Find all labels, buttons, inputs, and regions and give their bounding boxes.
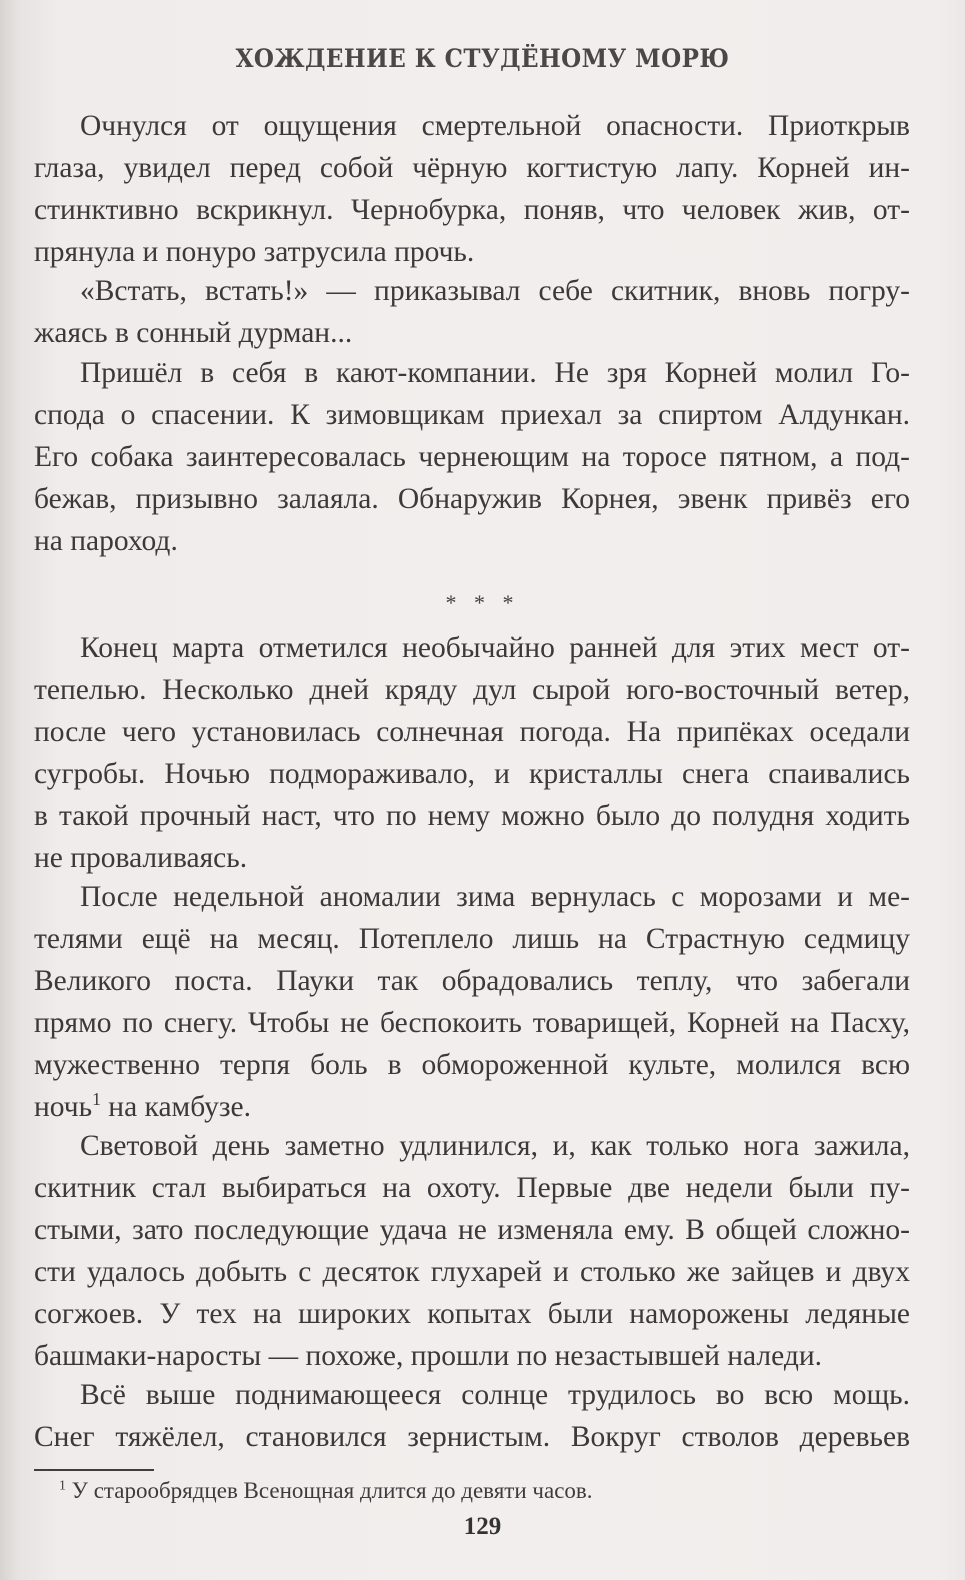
text-line: стинктивно вскрикнул. Чернобурка, поняв, что человек жив, от- xyxy=(34,194,910,226)
section-separator: * * * xyxy=(445,590,520,615)
text-line: сти удалось добыть с десяток глухарей и столько же зайцев и двух xyxy=(34,1256,910,1288)
text-line: Всё выше поднимающееся солнце трудилось во всю мощь. xyxy=(80,1379,910,1411)
text-line: на пароход. xyxy=(34,525,178,557)
text-line: Световой день заметно удлинился, и, как только нога зажила, xyxy=(80,1130,910,1162)
footnote-marker: 1 xyxy=(59,1477,66,1493)
text-line: Пришёл в себя в кают-компании. Не зря Корней молил Го- xyxy=(80,357,910,389)
text-line: жаясь в сонный дурман... xyxy=(34,317,353,349)
text-line: не проваливаясь. xyxy=(34,842,248,874)
paragraph-1 xyxy=(34,105,910,273)
text-line: Великого поста. Пауки так обрадовались теплу, что забегали xyxy=(34,965,910,997)
text-line: башмаки-наросты — похоже, прошли по незастывшей наледи. xyxy=(34,1340,823,1372)
text-line: бежав, призывно залаяла. Обнаружив Корнея, эвенк привёз его xyxy=(34,483,910,515)
paragraph-2 xyxy=(34,270,910,354)
paragraph-7 xyxy=(34,1374,910,1458)
text-line: Конец марта отметился необычайно ранней для этих мест от- xyxy=(80,632,910,664)
text-line: скитник стал выбираться на охоту. Первые две недели были пу- xyxy=(34,1172,910,1204)
paragraph-5 xyxy=(34,876,910,1128)
text-line: спода о спасении. К зимовщикам приехал за спиртом Алдункан. xyxy=(34,399,910,431)
text-line: стыми, зато последующие удача не изменяла ему. В общей сложно- xyxy=(34,1214,910,1246)
text-line: «Встать, встать!» — приказывал себе скитник, вновь погру- xyxy=(80,275,910,307)
text-line: Очнулся от ощущения смертельной опасности. Приоткрыв xyxy=(80,110,910,142)
text-line: мужественно терпя боль в обмороженной культе, молился всю xyxy=(34,1049,910,1081)
footnote-text: У старообрядцев Всенощная длится до девяти часов. xyxy=(65,1478,593,1503)
paragraph-3 xyxy=(34,352,910,562)
page-number: 129 xyxy=(463,1513,502,1540)
text-line: прянула и понуро затрусила прочь. xyxy=(34,236,475,268)
paragraph-4 xyxy=(34,627,910,879)
text-line: Снег тяжёлел, становился зернистым. Вокруг стволов деревьев xyxy=(34,1421,910,1453)
paragraph-6 xyxy=(34,1125,910,1377)
running-head: ХОЖДЕНИЕ К СТУДЁНОМУ МОРЮ xyxy=(235,44,730,73)
text-line: после чего установилась солнечная погода. На припёках оседали xyxy=(34,716,910,748)
text-line: в такой прочный наст, что по нему можно было до полудня ходить xyxy=(34,800,910,832)
text-fragment: на камбузе. xyxy=(100,1091,251,1123)
text-line: глаза, увидел перед собой чёрную когтистую лапу. Корней ин- xyxy=(34,152,910,184)
text-line: согжоев. У тех на широких копытах были наморожены ледяные xyxy=(34,1298,910,1330)
text-line-with-footnote xyxy=(34,1086,910,1128)
text-fragment: ночь xyxy=(34,1091,93,1123)
text-line: прямо по снегу. Чтобы не беспокоить товарищей, Корней на Пасху, xyxy=(34,1007,910,1039)
footnote-divider xyxy=(34,1469,154,1471)
text-line: тепелью. Несколько дней кряду дул сырой юго-восточный ветер, xyxy=(34,674,910,706)
text-line: После недельной аномалии зима вернулась с морозами и ме- xyxy=(80,881,910,913)
footnote xyxy=(59,1478,593,1504)
text-line: телями ещё на месяц. Потеплело лишь на Страстную седмицу xyxy=(34,923,910,955)
footnote-reference[interactable]: 1 xyxy=(92,1089,101,1110)
text-line: Его собака заинтересовалась чернеющим на торосе пятном, а под- xyxy=(34,441,910,473)
text-line: сугробы. Ночью подмораживало, и кристаллы снега спаивались xyxy=(34,758,910,790)
